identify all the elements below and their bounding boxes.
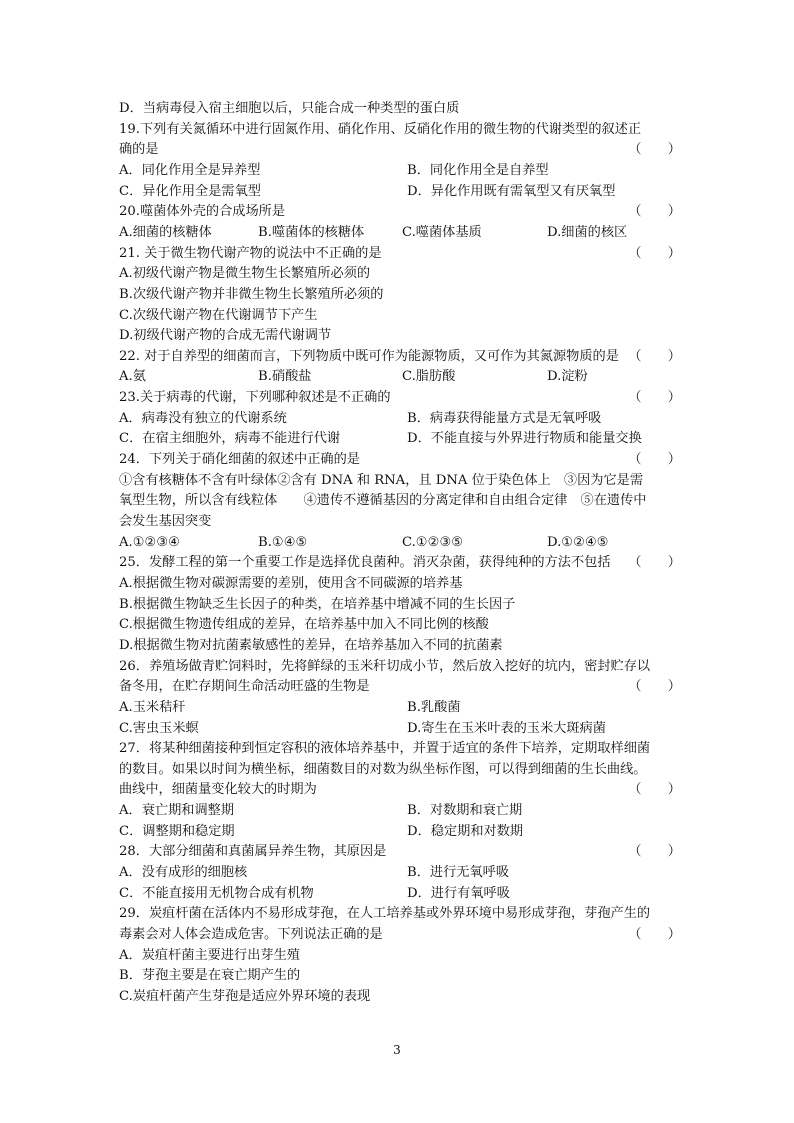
- text-line: [119, 615, 681, 635]
- text-line: [119, 595, 681, 615]
- text-line: [119, 285, 681, 305]
- answer-parenthesis: （ ）: [628, 679, 681, 695]
- line-text: 确的是: [119, 142, 159, 158]
- line-text: 曲线中，细菌量变化较大的时期为: [119, 782, 317, 798]
- text-line: [119, 120, 681, 140]
- option-text: D.细菌的核区: [547, 224, 628, 240]
- option-text: C．不能直接用无机物合成有机物: [119, 885, 314, 901]
- text-line: [119, 367, 681, 387]
- option-text: A.细菌的核糖体: [119, 224, 212, 240]
- text-line: [119, 491, 681, 511]
- line-text: D.根据微生物对抗菌素敏感性的差异，在培养基加入不同的抗菌素: [119, 637, 503, 653]
- text-line: [119, 244, 681, 264]
- text-line: [119, 533, 681, 553]
- answer-parenthesis: （ ）: [628, 782, 681, 798]
- line-text: 29．炭疽杆菌在活体内不易形成芽孢，在人工培养基或外界环境中易形成芽孢，芽孢产生的: [119, 906, 651, 922]
- text-line: [119, 925, 681, 945]
- line-text: 毒素会对人体会造成危害。下列说法正确的是: [119, 927, 383, 942]
- line-text: 26．养殖场做青贮饲料时，先将鲜绿的玉米秆切成小节，然后放入挖好的坑内，密封贮存以: [119, 658, 651, 674]
- text-line: [119, 884, 681, 904]
- option-text: C.脂肪酸: [402, 369, 456, 385]
- text-line: [119, 719, 681, 739]
- option-text: C．调整期和稳定期: [119, 823, 235, 839]
- line-text: 22. 对于自养型的细菌而言，下列物质中既可作为能源物质，又可作为其氮源物质的是: [119, 348, 619, 364]
- option-text: D.淀粉: [547, 369, 588, 385]
- page-number: 3: [393, 1043, 401, 1057]
- line-text: D.初级代谢产物的合成无需代谢调节: [119, 328, 332, 344]
- line-text: B．芽孢主要是在衰亡期产生的: [119, 968, 301, 984]
- text-line: [119, 677, 681, 697]
- text-line: [119, 574, 681, 594]
- line-text: 20.噬菌体外壳的合成场所是: [119, 204, 286, 220]
- line-text: 的数目。如果以时间为横坐标，细菌数目的对数为纵坐标作图，可以得到细菌的生长曲线。: [119, 761, 647, 777]
- text-line: [119, 553, 681, 573]
- answer-parenthesis: （ ）: [628, 844, 681, 860]
- option-text: B.乳酸菌: [407, 699, 461, 715]
- answer-parenthesis: （ ）: [628, 348, 681, 364]
- line-text: A.初级代谢产物是微生物生长繁殖所必须的: [119, 266, 371, 282]
- text-line: [119, 657, 681, 677]
- text-line: [119, 863, 681, 883]
- line-text: A.根据微生物对碳源需要的差别，使用含不同碳源的培养基: [119, 575, 463, 591]
- line-text: 27．将某种细菌接种到恒定容积的液体培养基中，并置于适宜的条件下培养，定期取样细菌: [119, 741, 651, 757]
- option-text: A.氨: [119, 369, 146, 385]
- option-text: D.寄生在玉米叶表的玉米大斑病菌: [407, 720, 606, 736]
- option-text: D．异化作用既有需氧型又有厌氧型: [407, 183, 616, 199]
- option-text: B．病毒获得能量方式是无氧呼吸: [407, 410, 602, 426]
- answer-parenthesis: （ ）: [628, 555, 681, 571]
- line-text: 备冬用，在贮存期间生命活动旺盛的生物是: [119, 679, 370, 695]
- text-line: [119, 450, 681, 470]
- text-line: [119, 326, 681, 346]
- option-text: A.①②③④: [119, 534, 181, 550]
- answer-parenthesis: （ ）: [628, 142, 681, 158]
- text-line: [119, 739, 681, 759]
- text-line: [119, 512, 681, 532]
- text-line: [119, 698, 681, 718]
- text-line: [119, 264, 681, 284]
- line-text: 19.下列有关氮循环中进行固氮作用、硝化作用、反硝化作用的微生物的代谢类型的叙述正: [119, 121, 642, 137]
- option-text: B．对数期和衰亡期: [407, 803, 523, 819]
- line-text: 24．下列关于硝化细菌的叙述中正确的是: [119, 452, 360, 468]
- option-text: A．没有成形的细胞核: [119, 865, 248, 881]
- text-line: [119, 904, 681, 924]
- text-line: [119, 409, 681, 429]
- line-text: B.根据微生物缺乏生长因子的种类，在培养基中增减不同的生长因子: [119, 596, 516, 612]
- text-line: [119, 429, 681, 449]
- option-text: C.噬菌体基质: [402, 224, 482, 240]
- option-text: C.①②③⑤: [402, 534, 464, 550]
- text-line: [119, 636, 681, 656]
- option-text: A．衰亡期和调整期: [119, 803, 235, 819]
- text-line: [119, 801, 681, 821]
- option-text: D.①②④⑤: [547, 534, 609, 550]
- text-line: [119, 223, 681, 243]
- text-line: [119, 161, 681, 181]
- option-text: D．稳定期和对数期: [407, 823, 524, 839]
- text-line: [119, 182, 681, 202]
- text-line: [119, 347, 681, 367]
- line-text: C.炭疽杆菌产生芽孢是适应外界环境的表现: [119, 988, 371, 1004]
- text-line: [119, 760, 681, 780]
- option-text: C.害虫玉米螟: [119, 720, 199, 736]
- text-line: [119, 306, 681, 326]
- answer-parenthesis: （ ）: [628, 245, 681, 261]
- line-text: C.次级代谢产物在代谢调节下产生: [119, 307, 318, 323]
- option-text: C．在宿主细胞外，病毒不能进行代谢: [119, 431, 341, 447]
- answer-parenthesis: （ ）: [628, 204, 681, 220]
- text-line: [119, 99, 681, 119]
- text-line: [119, 822, 681, 842]
- answer-parenthesis: （ ）: [628, 927, 681, 942]
- line-text: 23.关于病毒的代谢，下列哪种叙述是不正确的: [119, 390, 391, 406]
- line-text: A．炭疽杆菌主要进行出芽生殖: [119, 947, 300, 963]
- option-text: B．进行无氧呼吸: [407, 865, 510, 881]
- text-line: [119, 780, 681, 800]
- text-line: [119, 946, 681, 966]
- answer-parenthesis: （ ）: [628, 390, 681, 406]
- line-text: B.次级代谢产物并非微生物生长繁殖所必须的: [119, 286, 384, 302]
- line-text: 25．发酵工程的第一个重要工作是选择优良菌种。消灭杂菌，获得纯种的方法不包括: [119, 555, 611, 571]
- text-line: [119, 388, 681, 408]
- line-text: C.根据微生物遗传组成的差异，在培养基中加入不同比例的核酸: [119, 617, 489, 633]
- line-text: 28．大部分细菌和真菌属异养生物，其原因是: [119, 844, 387, 860]
- option-text: B.硝酸盐: [258, 369, 312, 385]
- line-text: 会发生基因突变: [119, 514, 212, 529]
- option-text: A．同化作用全是异养型: [119, 162, 261, 178]
- option-text: C．异化作用全是需氧型: [119, 183, 261, 199]
- option-text: A．病毒没有独立的代谢系统: [119, 410, 287, 426]
- text-line: [119, 471, 681, 491]
- option-text: B．同化作用全是自养型: [407, 162, 549, 178]
- option-text: B.①④⑤: [258, 534, 308, 550]
- option-text: B.噬菌体的核糖体: [258, 224, 365, 240]
- line-text: D．当病毒侵入宿主细胞以后，只能合成一种类型的蛋白质: [119, 101, 460, 116]
- answer-parenthesis: （ ）: [628, 452, 681, 468]
- option-text: D．不能直接与外界进行物质和能量交换: [407, 431, 642, 447]
- text-line: [119, 842, 681, 862]
- text-line: [119, 987, 681, 1007]
- line-text: ①含有核糖体不含有叶绿体②含有 DNA 和 RNA，且 DNA 位于染色体上 ③因为它是需: [119, 472, 644, 488]
- line-text: 氧型生物，所以含有线粒体 ④遗传不遵循基因的分离定律和自由组合定律 ⑤在遗传中: [119, 493, 647, 509]
- text-line: [119, 140, 681, 160]
- option-text: A.玉米秸秆: [119, 699, 186, 715]
- text-line: [119, 966, 681, 986]
- text-line: [119, 202, 681, 222]
- option-text: D．进行有氧呼吸: [407, 885, 510, 901]
- line-text: 21. 关于微生物代谢产物的说法中不正确的是: [119, 245, 382, 261]
